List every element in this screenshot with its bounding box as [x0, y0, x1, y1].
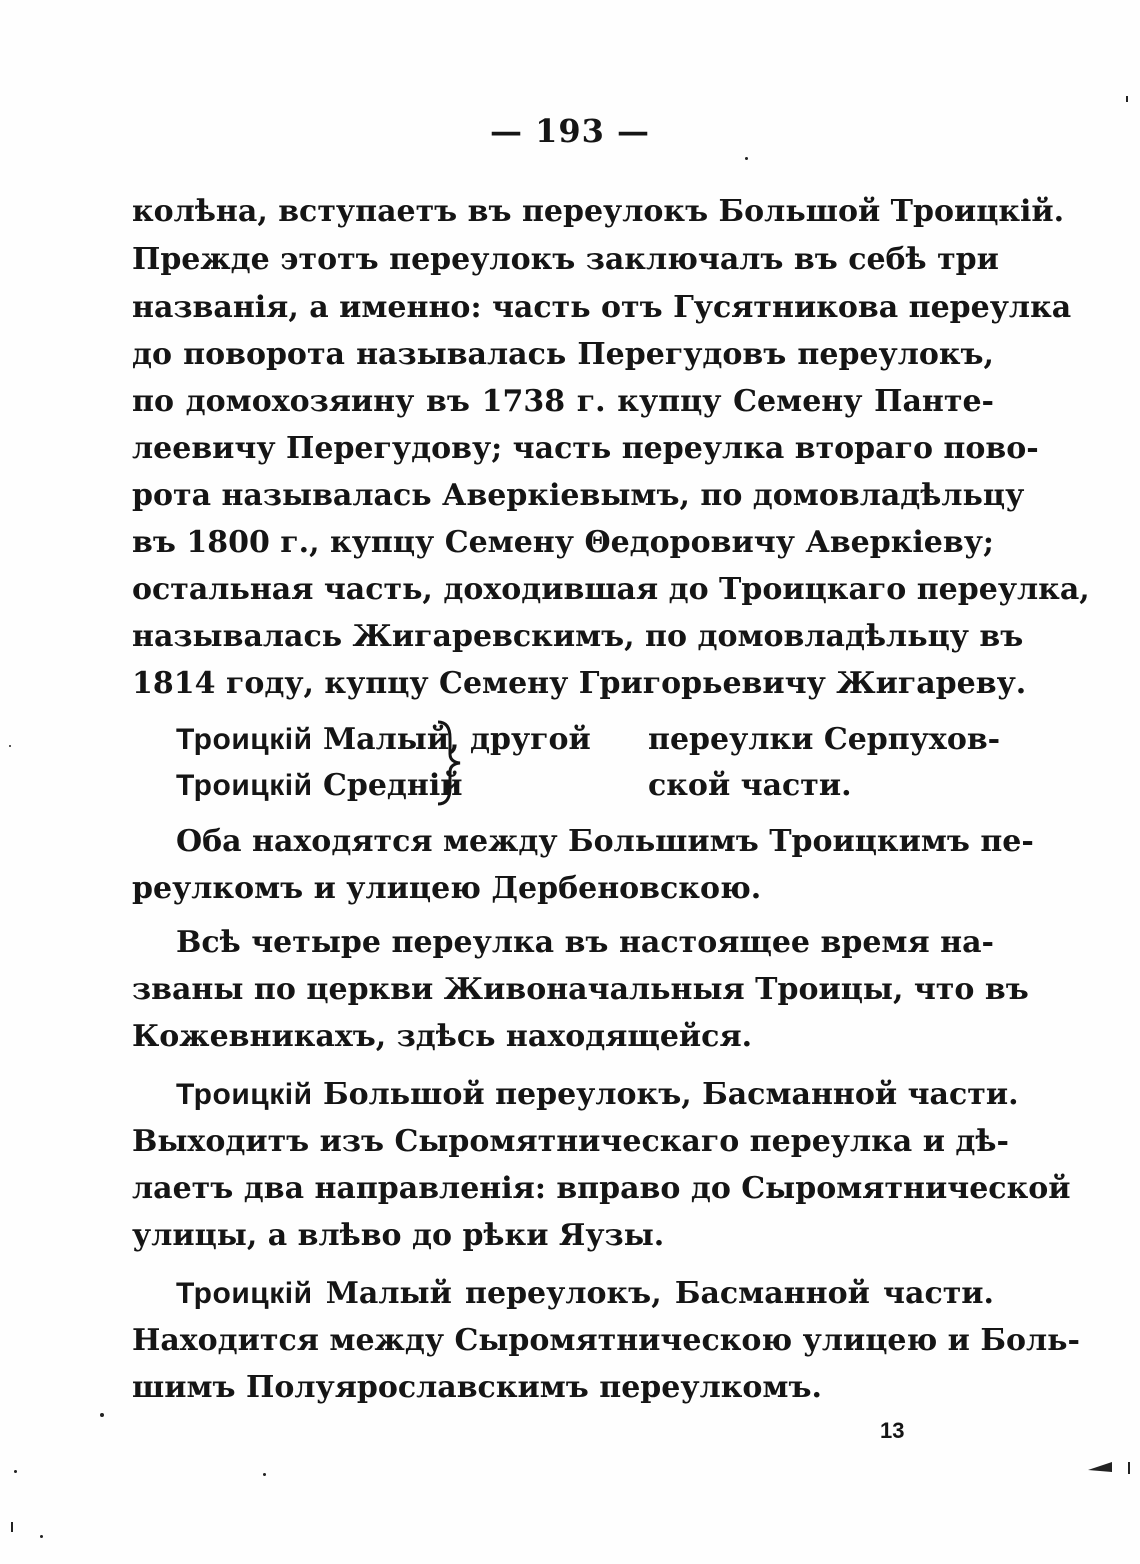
- entry-term: Троицкій: [176, 1078, 313, 1111]
- text-line: по домохозяину въ 1738 г. купцу Семену Панте-: [132, 384, 994, 419]
- scan-speck: [9, 745, 11, 747]
- entry-term: Троицкій: [176, 769, 313, 802]
- entry-text: Большой переулокъ, Басманной части.: [312, 1077, 1019, 1112]
- scan-speck: [1128, 1462, 1130, 1474]
- text-line: Оба находятся между Большимъ Троицкимъ пе-: [176, 824, 1034, 859]
- text-line: до поворота называлась Перегудовъ переулокъ,: [132, 337, 994, 372]
- text-line: леевичу Перегудову; часть переулка втораго пово-: [132, 431, 1039, 466]
- text-line: Прежде этотъ переулокъ заключалъ въ себѣ три: [132, 242, 999, 277]
- scan-speck: [263, 1473, 266, 1476]
- text-line: въ 1800 г., купцу Семену Θедоровичу Аверкіеву;: [132, 525, 994, 560]
- text-line: шимъ Полуярославскимъ переулкомъ.: [132, 1370, 822, 1405]
- text-line: [176, 1274, 994, 1314]
- entry-qualifier: Средній: [312, 768, 463, 803]
- text-line: Всѣ четыре переулка въ настоящее время на-: [176, 925, 994, 960]
- text-line: колѣна, вступаетъ въ переулокъ Большой Троицкій.: [132, 194, 1065, 229]
- text-line: званы по церкви Живоначальныя Троицы, что въ: [132, 972, 1029, 1007]
- entry-heading: [176, 766, 463, 806]
- text-line: улицы, а влѣво до рѣки Яузы.: [132, 1218, 665, 1253]
- text-line: [176, 1075, 1019, 1115]
- text-line: рота называлась Аверкіевымъ, по домовладѣльцу: [132, 478, 1025, 513]
- entry-qualifier: Малый, другой: [312, 722, 591, 757]
- scan-speck: [11, 1522, 13, 1532]
- text-line: Находится между Сыромятническою улицею и Боль-: [132, 1323, 1080, 1358]
- curly-brace-icon: [428, 718, 468, 808]
- text-line: лаетъ два направленія: вправо до Сыромятнической: [132, 1171, 1071, 1206]
- text-line: называлась Жигаревскимъ, по домовладѣльцу въ: [132, 619, 1024, 654]
- entry-term: Троицкій: [176, 723, 313, 756]
- text-line: реулкомъ и улицею Дербеновскою.: [132, 871, 762, 906]
- signature-mark: 13: [880, 1418, 905, 1443]
- entry-heading: [176, 720, 591, 760]
- scan-speck: [1126, 96, 1128, 102]
- bracket-right-text: ской части.: [648, 768, 852, 803]
- bracket-right-text: переулки Серпухов-: [648, 722, 1001, 757]
- scan-mark-icon: [1088, 1460, 1114, 1474]
- text-line: 1814 году, купцу Семену Григорьевичу Жигареву.: [132, 666, 1027, 701]
- scan-speck: [14, 1470, 17, 1473]
- text-line: Кожевникахъ, здѣсь находящейся.: [132, 1019, 753, 1054]
- entry-text: Малый переулокъ, Басманной части.: [312, 1276, 994, 1311]
- text-line: Выходитъ изъ Сыромятническаго переулка и дѣ-: [132, 1124, 1009, 1159]
- text-line: названія, а именно: часть отъ Гусятникова переулка: [132, 290, 1072, 325]
- page-number: — 193 —: [489, 112, 651, 150]
- text-line: остальная часть, доходившая до Троицкаго переулка,: [132, 572, 1090, 607]
- entry-term: Троицкій: [176, 1277, 313, 1310]
- scan-speck: [745, 157, 748, 160]
- scan-speck: [100, 1413, 104, 1417]
- scan-speck: [40, 1535, 43, 1538]
